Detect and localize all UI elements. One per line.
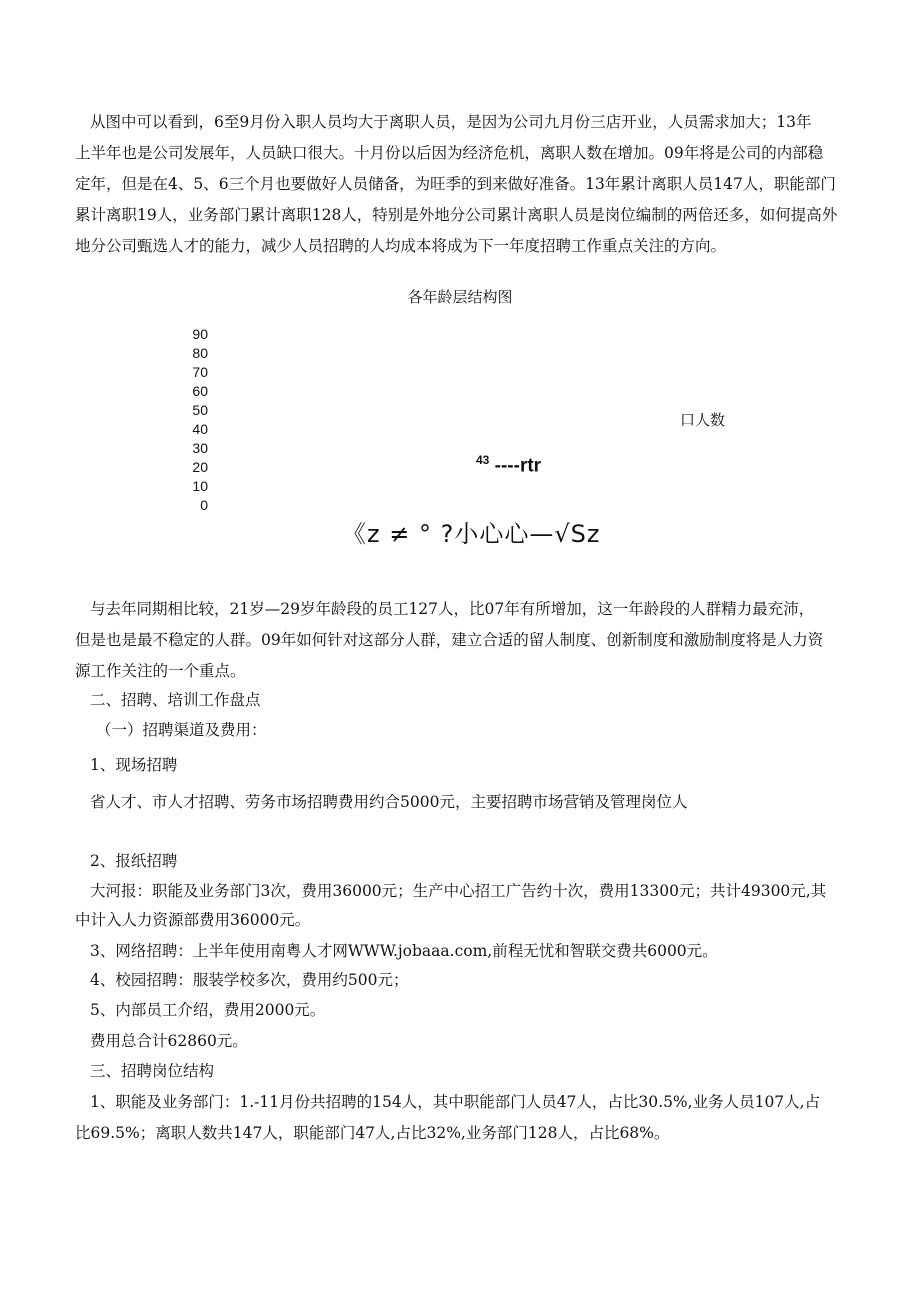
channel-1-text: 省人才、市人才招聘、劳务市场招聘费用约合5000元，主要招聘市场营销及管理岗位人 bbox=[90, 793, 688, 811]
chart-garbled-label bbox=[476, 453, 541, 477]
intro-line: 累计离职19人，业务部门累计离职128人，特别是外地分公司累计离职人员是岗位编制的两倍还多，如何提高外 bbox=[75, 206, 838, 224]
chart-y-tick: 10 bbox=[192, 478, 208, 494]
chart-y-tick: 60 bbox=[192, 383, 208, 399]
section-2-heading: 二、招聘、培训工作盘点 bbox=[90, 691, 261, 709]
chart-y-tick: 50 bbox=[192, 402, 208, 418]
chart-garbled-label-sup: 43 bbox=[476, 453, 490, 467]
channel-2-line: 中计入人力资源部费用36000元。 bbox=[75, 911, 311, 929]
chart-y-tick: 40 bbox=[192, 421, 208, 437]
section-3-line: 比69.5%；离职人数共147人，职能部门47人,占比32%,业务部门128人，占比68%。 bbox=[75, 1124, 670, 1142]
section-3-heading: 三、招聘岗位结构 bbox=[90, 1062, 215, 1080]
chart-y-tick: 20 bbox=[192, 459, 208, 475]
intro-paragraph bbox=[75, 107, 880, 262]
chart-y-tick: 0 bbox=[200, 497, 208, 513]
section-2-subheading: （一）招聘渠道及费用： bbox=[96, 721, 267, 739]
chart-y-tick: 30 bbox=[192, 440, 208, 456]
intro-line: 地分公司甄选人才的能力，减少人员招聘的人均成本将成为下一年度招聘工作重点关注的方向。 bbox=[75, 237, 727, 255]
intro-line: 定年，但是在4、5、6三个月也要做好人员储备，为旺季的到来做好准备。13年累计离职人员147人，职能部门 bbox=[75, 175, 836, 193]
channel-3-text: 3、网络招聘：上半年使用南粤人才网WWW.jobaaa.com,前程无忧和智联交费共6000元。 bbox=[90, 942, 718, 960]
age-paragraph bbox=[75, 594, 880, 687]
intro-line: 上半年也是公司发展年，人员缺口很大。十月份以后因为经济危机，离职人数在增加。09年将是公司的内部稳 bbox=[75, 144, 824, 162]
channel-5-text: 5、内部员工介绍，费用2000元。 bbox=[90, 1001, 326, 1019]
age-line: 与去年同期相比较，21岁—29岁年龄段的员工127人，比07年有所增加，这一年龄段的人群精力最充沛， bbox=[90, 600, 815, 618]
chart-garbled-label-text: ----rtr bbox=[489, 455, 542, 477]
age-line: 但是也是最不稳定的人群。09年如何针对这部分人群，建立合适的留人制度、创新制度和激励制度将是人力资 bbox=[75, 631, 824, 649]
total-cost: 费用总合计62860元。 bbox=[90, 1032, 248, 1050]
chart-x-axis-labels: 《z ≠ ° ?小心心—√Sz bbox=[342, 520, 601, 548]
chart-y-tick: 70 bbox=[192, 364, 208, 380]
channel-2-line: 大河报：职能及业务部门3次，费用36000元；生产中心招工广告约十次，费用13300元；共计49300元,其 bbox=[90, 882, 827, 900]
channel-4-text: 4、校园招聘：服装学校多次，费用约500元； bbox=[90, 971, 409, 989]
section-3-line: 1、职能及业务部门：1.-11月份共招聘的154人，其中职能部门人员47人，占比30.5%,业务人员107人,占 bbox=[90, 1093, 821, 1111]
channel-2-title: 2、报纸招聘 bbox=[90, 852, 178, 870]
age-line: 源工作关注的一个重点。 bbox=[75, 662, 246, 680]
chart-y-tick: 80 bbox=[192, 345, 208, 361]
chart-legend: 口人数 bbox=[680, 411, 726, 429]
channel-1-title: 1、现场招聘 bbox=[90, 756, 178, 774]
chart-y-tick: 90 bbox=[192, 326, 208, 342]
intro-line: 从图中可以看到，6至9月份入职人员均大于离职人员，是因为公司九月份三店开业，人员需求加大；13年 bbox=[90, 113, 812, 131]
chart-title: 各年龄层结构图 bbox=[407, 288, 513, 306]
